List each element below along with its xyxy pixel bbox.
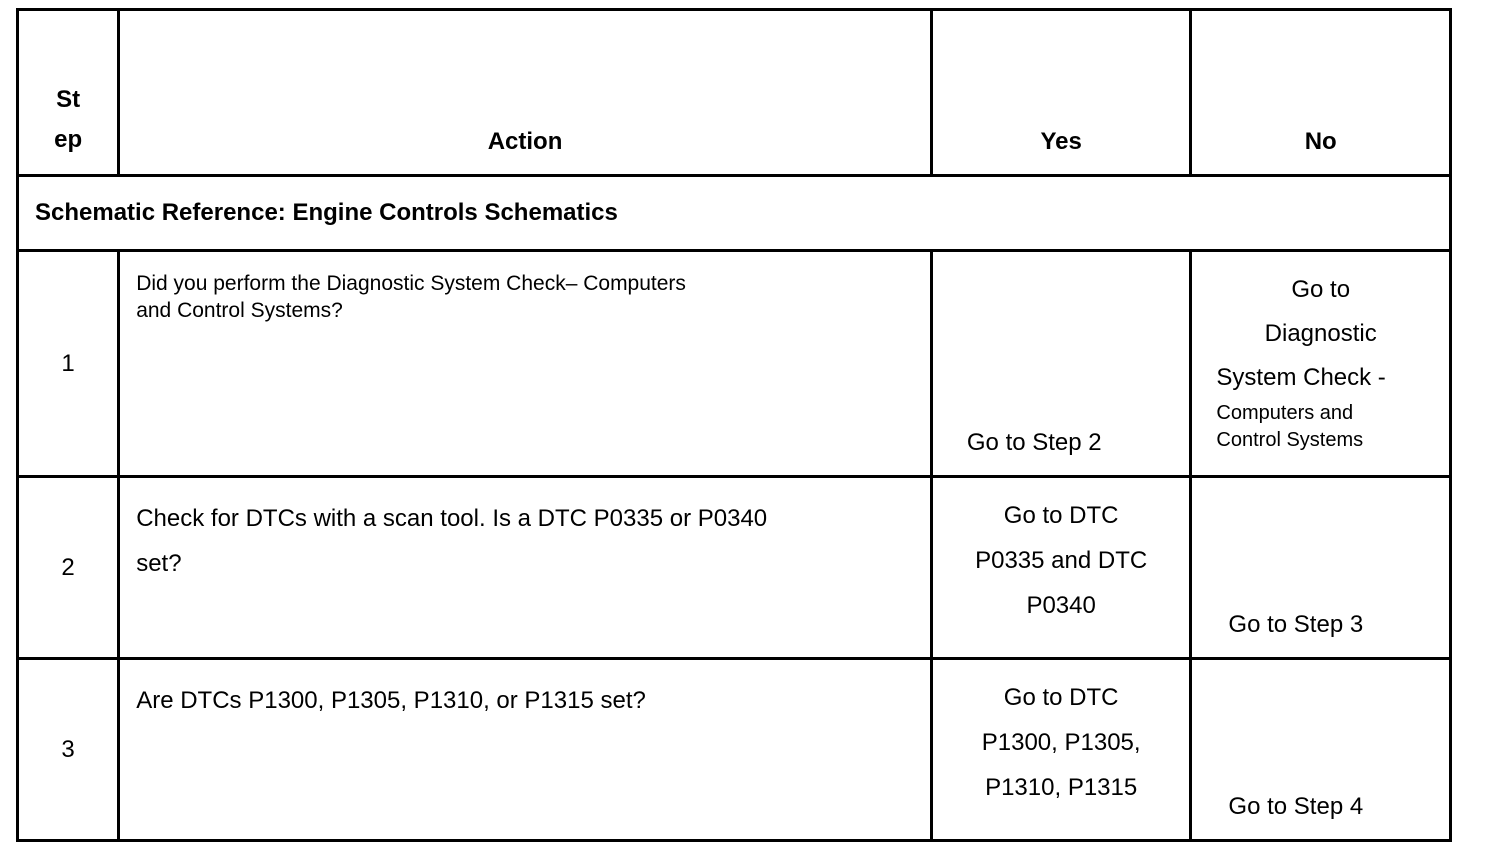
yes-link-line[interactable]: P1300, P1305, [981, 729, 1141, 756]
header-step-line1: St [56, 86, 81, 113]
step-number: 3 [18, 659, 119, 841]
yes-cell [931, 477, 1191, 659]
table-row [18, 251, 1451, 477]
no-link-line[interactable]: Control Systems [1216, 429, 1364, 451]
schematic-reference-row [18, 176, 1451, 251]
action-text-line: set? [136, 550, 182, 577]
no-link-line[interactable]: System Check - [1216, 364, 1386, 391]
no-link-line[interactable]: Computers and [1216, 402, 1354, 424]
yes-link-line[interactable]: P0340 [1026, 592, 1096, 619]
yes-link[interactable]: Go to Step 2 [966, 429, 1102, 456]
header-step-line2: ep [54, 126, 83, 153]
no-cell [1191, 477, 1451, 659]
action-text-line: Check for DTCs with a scan tool. Is a DTC P0335 or P0340 [136, 505, 768, 532]
yes-cell [931, 251, 1191, 477]
yes-link-line[interactable]: P1310, P1315 [985, 774, 1138, 801]
no-cell [1191, 251, 1451, 477]
yes-link-line[interactable]: Go to DTC [1003, 684, 1119, 711]
header-yes: Yes [931, 10, 1191, 176]
no-link[interactable]: Go to Step 3 [1228, 611, 1364, 638]
table-row [18, 659, 1451, 841]
action-cell [119, 477, 932, 659]
diagnostic-table [16, 8, 1452, 842]
action-text-line: and Control Systems? [136, 299, 343, 322]
header-action: Action [119, 10, 932, 176]
action-text-line: Are DTCs P1300, P1305, P1310, or P1315 set? [136, 687, 646, 714]
no-cell [1191, 659, 1451, 841]
no-link-line[interactable]: Go to [1291, 276, 1351, 303]
table-row [18, 477, 1451, 659]
no-link-line[interactable]: Diagnostic [1264, 320, 1377, 347]
yes-link-line[interactable]: P0335 and DTC [975, 547, 1148, 574]
action-cell [119, 659, 932, 841]
step-number: 2 [18, 477, 119, 659]
header-step [18, 10, 119, 176]
header-no: No [1191, 10, 1451, 176]
yes-link-line[interactable]: Go to DTC [1003, 502, 1119, 529]
yes-cell [931, 659, 1191, 841]
step-number: 1 [18, 251, 119, 477]
schematic-reference: Schematic Reference: Engine Controls Schematics [18, 176, 1451, 251]
no-link[interactable]: Go to Step 4 [1228, 793, 1364, 820]
action-text-line: Did you perform the Diagnostic System Check– Computers [136, 272, 686, 295]
header-row [18, 10, 1451, 176]
action-cell [119, 251, 932, 477]
